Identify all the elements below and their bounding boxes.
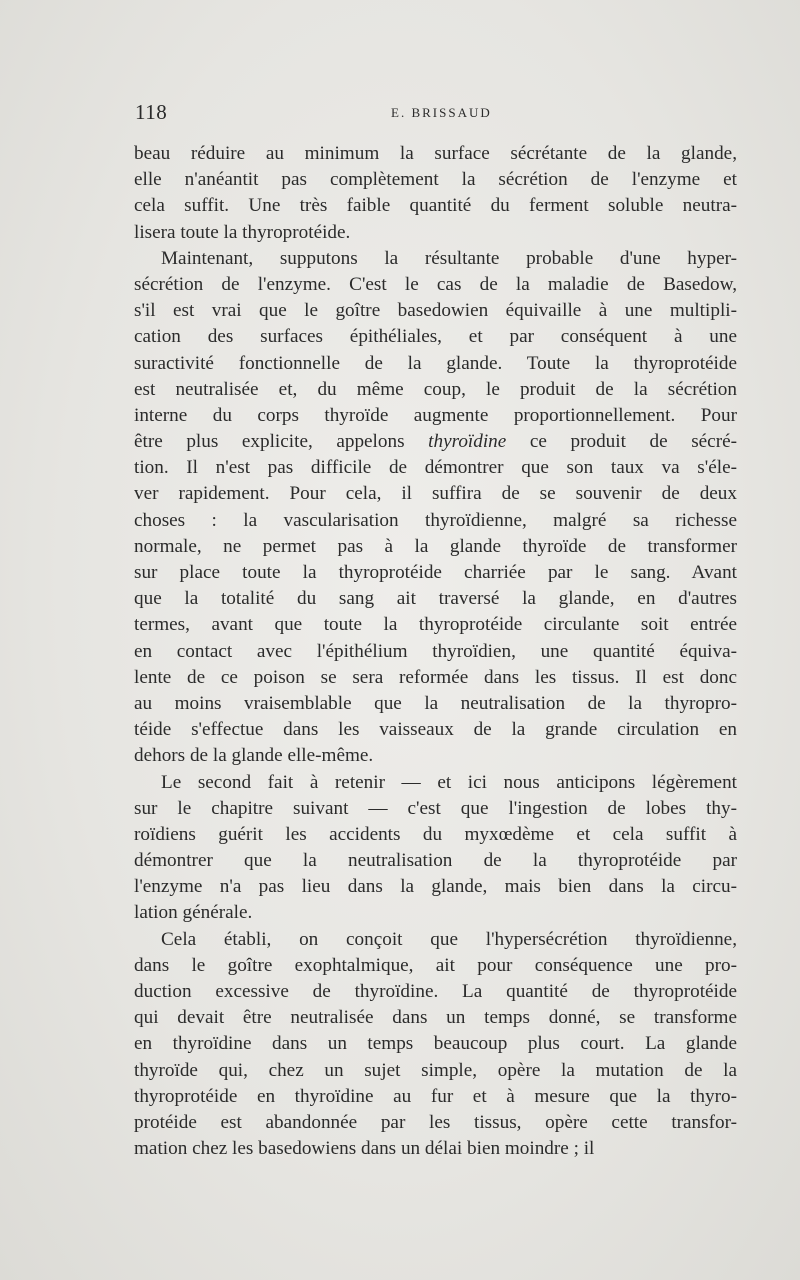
text-line: Cela établi, on conçoit que l'hypersécrétion thyroïdienne, [161, 928, 737, 950]
text-line: au moins vraisemblable que la neutralisation de la thyropro- [134, 692, 737, 714]
body-text [134, 141, 737, 1162]
text-line: thyroïde qui, chez un sujet simple, opère la mutation de la [134, 1059, 737, 1081]
text-line: cela suffit. Une très faible quantité du ferment soluble neutra- [134, 195, 737, 217]
text-line: est neutralisée et, du même coup, le produit de la sécrétion [134, 378, 737, 400]
paragraph [134, 141, 737, 246]
text-line: lente de ce poison se sera reformée dans les tissus. Il est donc [134, 666, 737, 688]
text-line: tion. Il n'est pas difficile de démontrer que son taux va s'éle- [134, 457, 737, 479]
text-line: ver rapidement. Pour cela, il suffira de se souvenir de deux [134, 483, 737, 505]
text-line: roïdiens guérit les accidents du myxœdème et cela suffit à [134, 823, 737, 845]
paragraph [134, 927, 737, 1163]
text-line: s'il est vrai que le goître basedowien équivaille à une multipli- [134, 300, 737, 322]
page-number: 118 [135, 100, 168, 124]
text-line: téide s'effectue dans les vaisseaux de la grande circulation en [134, 719, 737, 741]
text-line: beau réduire au minimum la surface sécrétante de la glande, [134, 143, 737, 164]
text-line: dehors de la glande elle-même. [134, 745, 374, 767]
text-line: l'enzyme n'a pas lieu dans la glande, mais bien dans la circu- [134, 876, 737, 898]
text-line: cation des surfaces épithéliales, et par conséquent à une [134, 326, 737, 348]
text-line: choses : la vascularisation thyroïdienne, malgré sa richesse [134, 509, 737, 531]
text-line: Maintenant, supputons la résultante probable d'une hyper- [161, 247, 737, 269]
text-line: Le second fait à retenir — et ici nous anticipons légèrement [161, 771, 737, 793]
text-line: sur le chapitre suivant — c'est que l'ingestion de lobes thy- [134, 797, 737, 819]
paragraph [134, 246, 737, 770]
text-line: que la totalité du sang ait traversé la glande, en d'autres [134, 588, 737, 610]
text-line: être plus explicite, appelons thyroïdine ce produit de sécré- [134, 431, 737, 453]
text-line: démontrer que la neutralisation de la thyroprotéide par [134, 850, 737, 872]
text-line: termes, avant que toute la thyroprotéide circulante soit entrée [134, 614, 737, 636]
text-line: normale, ne permet pas à la glande thyroïde de transformer [134, 535, 737, 557]
text-line: lisera toute la thyroprotéide. [134, 221, 351, 243]
text-line: en contact avec l'épithélium thyroïdien, une quantité équiva- [134, 640, 737, 662]
text-line: sur place toute la thyroprotéide charriée par le sang. Avant [134, 562, 737, 583]
text-line: en thyroïdine dans un temps beaucoup plus court. La glande [134, 1033, 737, 1055]
text-line: interne du corps thyroïde augmente proportionnellement. Pour [134, 404, 737, 426]
text-line: mation chez les basedowiens dans un délai bien moindre ; il [134, 1138, 595, 1160]
text-line: dans le goître exophtalmique, ait pour conséquence une pro- [134, 954, 737, 976]
text-line: elle n'anéantit pas complètement la sécrétion de l'enzyme et [134, 169, 737, 191]
text-line: sécrétion de l'enzyme. C'est le cas de la maladie de Basedow, [134, 273, 737, 295]
text-line: thyroprotéide en thyroïdine au fur et à mesure que la thyro- [134, 1085, 737, 1107]
text-line: suractivité fonctionnelle de la glande. Toute la thyroprotéide [134, 352, 737, 374]
text-line: lation générale. [134, 902, 253, 924]
text-line: duction excessive de thyroïdine. La quantité de thyroprotéide [134, 981, 737, 1002]
text-line: protéide est abandonnée par les tissus, opère cette transfor- [134, 1111, 737, 1133]
running-head: E. BRISSAUD [391, 105, 492, 120]
text-line: qui devait être neutralisée dans un temps donné, se transforme [134, 1007, 737, 1029]
paragraph [134, 770, 737, 927]
page-header [135, 100, 735, 130]
